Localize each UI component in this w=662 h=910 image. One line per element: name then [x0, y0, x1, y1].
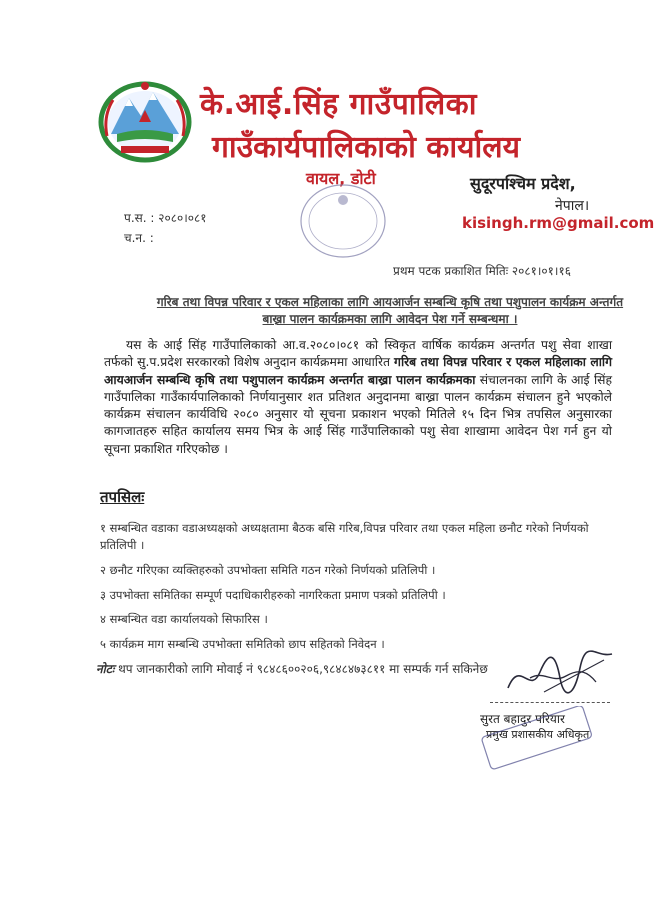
contact-note — [96, 660, 488, 677]
role-stamp — [478, 706, 598, 770]
body-text-2: संचालनका लागि के आई सिंह गाउँपालिका गाउँकार्यपालिकाको निर्णयानुसार शत प्रतिशत अनुदानमा बाख्रा पालन कार्यक्रम संचालन हुने भएकोले कार्यक्रम संचालन कार्यविधि २०८० अनुसार यो सूचना प्रकाशन भएको मितिले १५ दिन भित्र तपसिल अनुसारका कागजातहरु सहित कार्यालय समय भित्र के आई सिंह गाउँपालिकाको पशु सेवा शाखामा आवेदन पेश गर्न हुन यो सूचना प्रकाशित गरिएकोछ । — [104, 372, 612, 456]
list-item: ५ कार्यक्रम माग सम्बन्धि उपभोक्ता समितिको छाप सहितको निवेदन । — [100, 637, 385, 651]
office-email: kisingh.rm@gmail.com — [462, 214, 655, 232]
reference-number: प.स. : २०८०।०८१ — [124, 211, 207, 225]
signatory-role: प्रमुख प्रशासकीय अधिकृत — [486, 728, 590, 741]
body-text-1: यस के आई सिंह गाउँपालिकाको आ.व.२०८०।०८१ को स्विकृत वार्षिक कार्यक्रम अन्तर्गत पशु सेवा शाखा तर्फको सु.प.प्रदेश सरकारको विशेष अनुदान कार्यक्रममा आधारित — [104, 338, 612, 370]
signature-line — [490, 702, 610, 703]
country-name: नेपाल। — [555, 198, 590, 214]
publish-date: प्रथम पटक प्रकाशित मितिः २०८१।०१।१६ — [393, 264, 571, 278]
dispatch-number: च.न. : — [124, 231, 154, 245]
handwritten-signature — [500, 648, 620, 706]
office-location: वायल, डोटी — [306, 169, 376, 188]
nepal-emblem-logo — [95, 76, 195, 164]
notice-body — [104, 337, 612, 458]
list-item: १ सम्बन्धित वडाका वडाअध्यक्षको अध्यक्षतामा बैठक बसि गरिब,विपन्न परिवार तथा एकल महिला छनौट गरेको निर्णयको प्रतिलिपी । — [100, 521, 589, 552]
body-text-bold: गरिब तथा विपन्न परिवार र एकल महिलाका लागि आयआर्जन सम्बन्धि कृषि तथा पशुपालन कार्यक्रम अन्तर्गत बाख्रा पालन कार्यक्रमका — [104, 355, 612, 387]
signatory-name: सुरत बहादुर परियार — [480, 712, 565, 726]
office-title: के.आई.सिंह गाउँपालिका — [200, 87, 477, 122]
list-item: ४ सम्बन्धित वडा कार्यालयको सिफारिस । — [100, 612, 268, 626]
list-item: २ छनौट गरिएका व्यक्तिहरुको उपभोक्ता समिति गठन गरेको निर्णयको प्रतिलिपी । — [100, 563, 436, 577]
list-item: ३ उपभोक्ता समितिका सम्पूर्ण पदाधिकारीहरुको नागरिकता प्रमाण पत्रको प्रतिलिपी । — [100, 588, 446, 602]
province-name: सुदूरपश्चिम प्रदेश, — [470, 174, 576, 193]
office-subtitle: गाउँकार्यपालिकाको कार्यालय — [212, 130, 521, 165]
office-stamp — [298, 182, 388, 260]
note-label: नोटः — [96, 662, 115, 676]
tapsil-heading: तपसिलः — [100, 488, 145, 506]
note-text: थप जानकारीको लागि मोवाई नं ९८४८६००२०६,९८४८४७३८११ मा सम्पर्क गर्न सकिनेछ — [118, 662, 488, 676]
notice-subject: गरिब तथा विपन्न परिवार र एकल महिलाका लागि आयआर्जन सम्बन्धि कृषि तथा पशुपालन कार्यक्रम अन्तर्गत बाख्रा पालन कार्यक्रमका लागि आवेदन पेश गर्ने सम्बन्धमा । — [156, 295, 624, 326]
